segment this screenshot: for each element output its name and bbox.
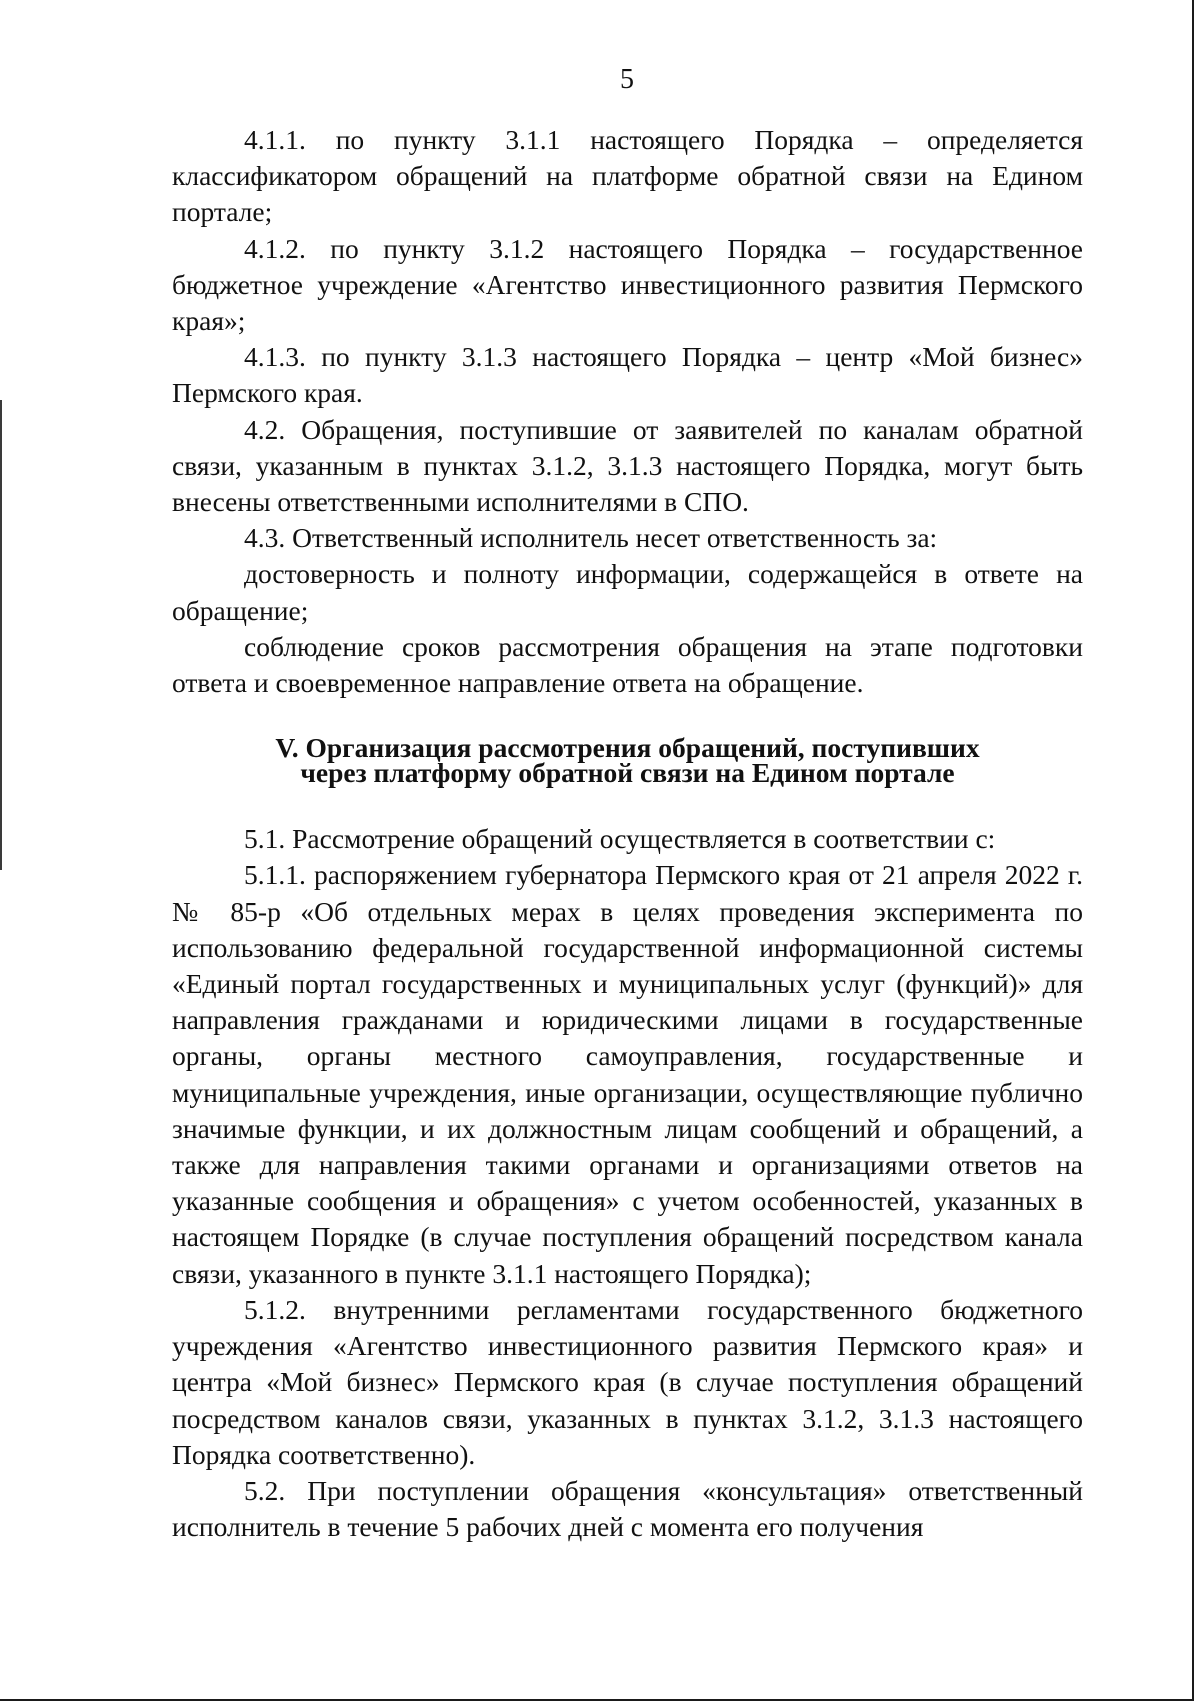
paragraph-4-1-3: 4.1.3. по пункту 3.1.3 настоящего Порядка – центр «Мой бизнес» Пермского края. — [172, 341, 1083, 409]
paragraph-4-3-item-2: соблюдение сроков рассмотрения обращения на этапе подготовки ответа и своевременное направление ответа на обращение. — [172, 630, 1083, 699]
page-number: 5 — [620, 64, 634, 95]
paragraph-5-1: 5.1. Рассмотрение обращений осуществляется в соответствии с: — [244, 823, 996, 855]
paragraph-4-3-item-1: достоверность и полноту информации, содержащейся в ответе на обращение; — [172, 558, 1083, 626]
section-heading-line-1: V. Организация рассмотрения обращений, поступивших — [275, 732, 980, 764]
paragraph-5-1-1: 5.1.1. распоряжением губернатора Пермского края от 21 апреля 2022 г. № 85-р «Об отдельных мерах в целях проведения эксперимента по использованию федеральной государственной информационной системы «Единый портал государственных и муниципальных услуг (функций)» для направления гражданами и юридическими лицами в государственные органы, органы местного самоуправления, государственные и муниципальные учреждения, иные организации, осуществляющие публично значимые функции, и их должностным лицам сообщений и обращений, а также для направления такими органами и организациями ответов на указанные сообщения и обращения» с учетом особенностей, указанных в настоящем Порядке (в случае поступления обращений посредством канала связи, указанного в пункте 3.1.1 настоящего Порядка); — [172, 859, 1083, 1289]
section-heading-line-2: через платформу обратной связи на Едином портале — [300, 757, 955, 789]
paragraph-5-1-2: 5.1.2. внутренними регламентами государственного бюджетного учреждения «Агентство инвестиционного развития Пермского края» и центра «Мой бизнес» Пермского края (в случае поступления обращений посредством каналов связи, указанных в пунктах 3.1.2, 3.1.3 настоящего Порядка соответственно). — [172, 1293, 1083, 1470]
scan-edge-left — [0, 400, 2, 870]
paragraph-4-2: 4.2. Обращения, поступившие от заявителей по каналам обратной связи, указанным в пунктах 3.1.2, 3.1.3 настоящего Порядка, могут быть внесены ответственными исполнителями в СПО. — [172, 413, 1083, 518]
paragraph-4-3: 4.3. Ответственный исполнитель несет ответственность за: — [244, 522, 938, 554]
scan-edge-right — [1192, 0, 1194, 1701]
section-heading — [172, 732, 1083, 789]
paragraph-4-1-1: 4.1.1. по пункту 3.1.1 настоящего Порядка – определяется классификатором обращений на платформе обратной связи на Едином портале; — [172, 124, 1083, 228]
document-body — [172, 122, 1083, 1545]
paragraph-4-1-2: 4.1.2. по пункту 3.1.2 настоящего Порядка – государственное бюджетное учреждение «Агентство инвестиционного развития Пермского края»; — [172, 232, 1083, 337]
paragraph-5-2: 5.2. При поступлении обращения «консультация» ответственный исполнитель в течение 5 рабочих дней с момента его получения — [172, 1474, 1083, 1543]
